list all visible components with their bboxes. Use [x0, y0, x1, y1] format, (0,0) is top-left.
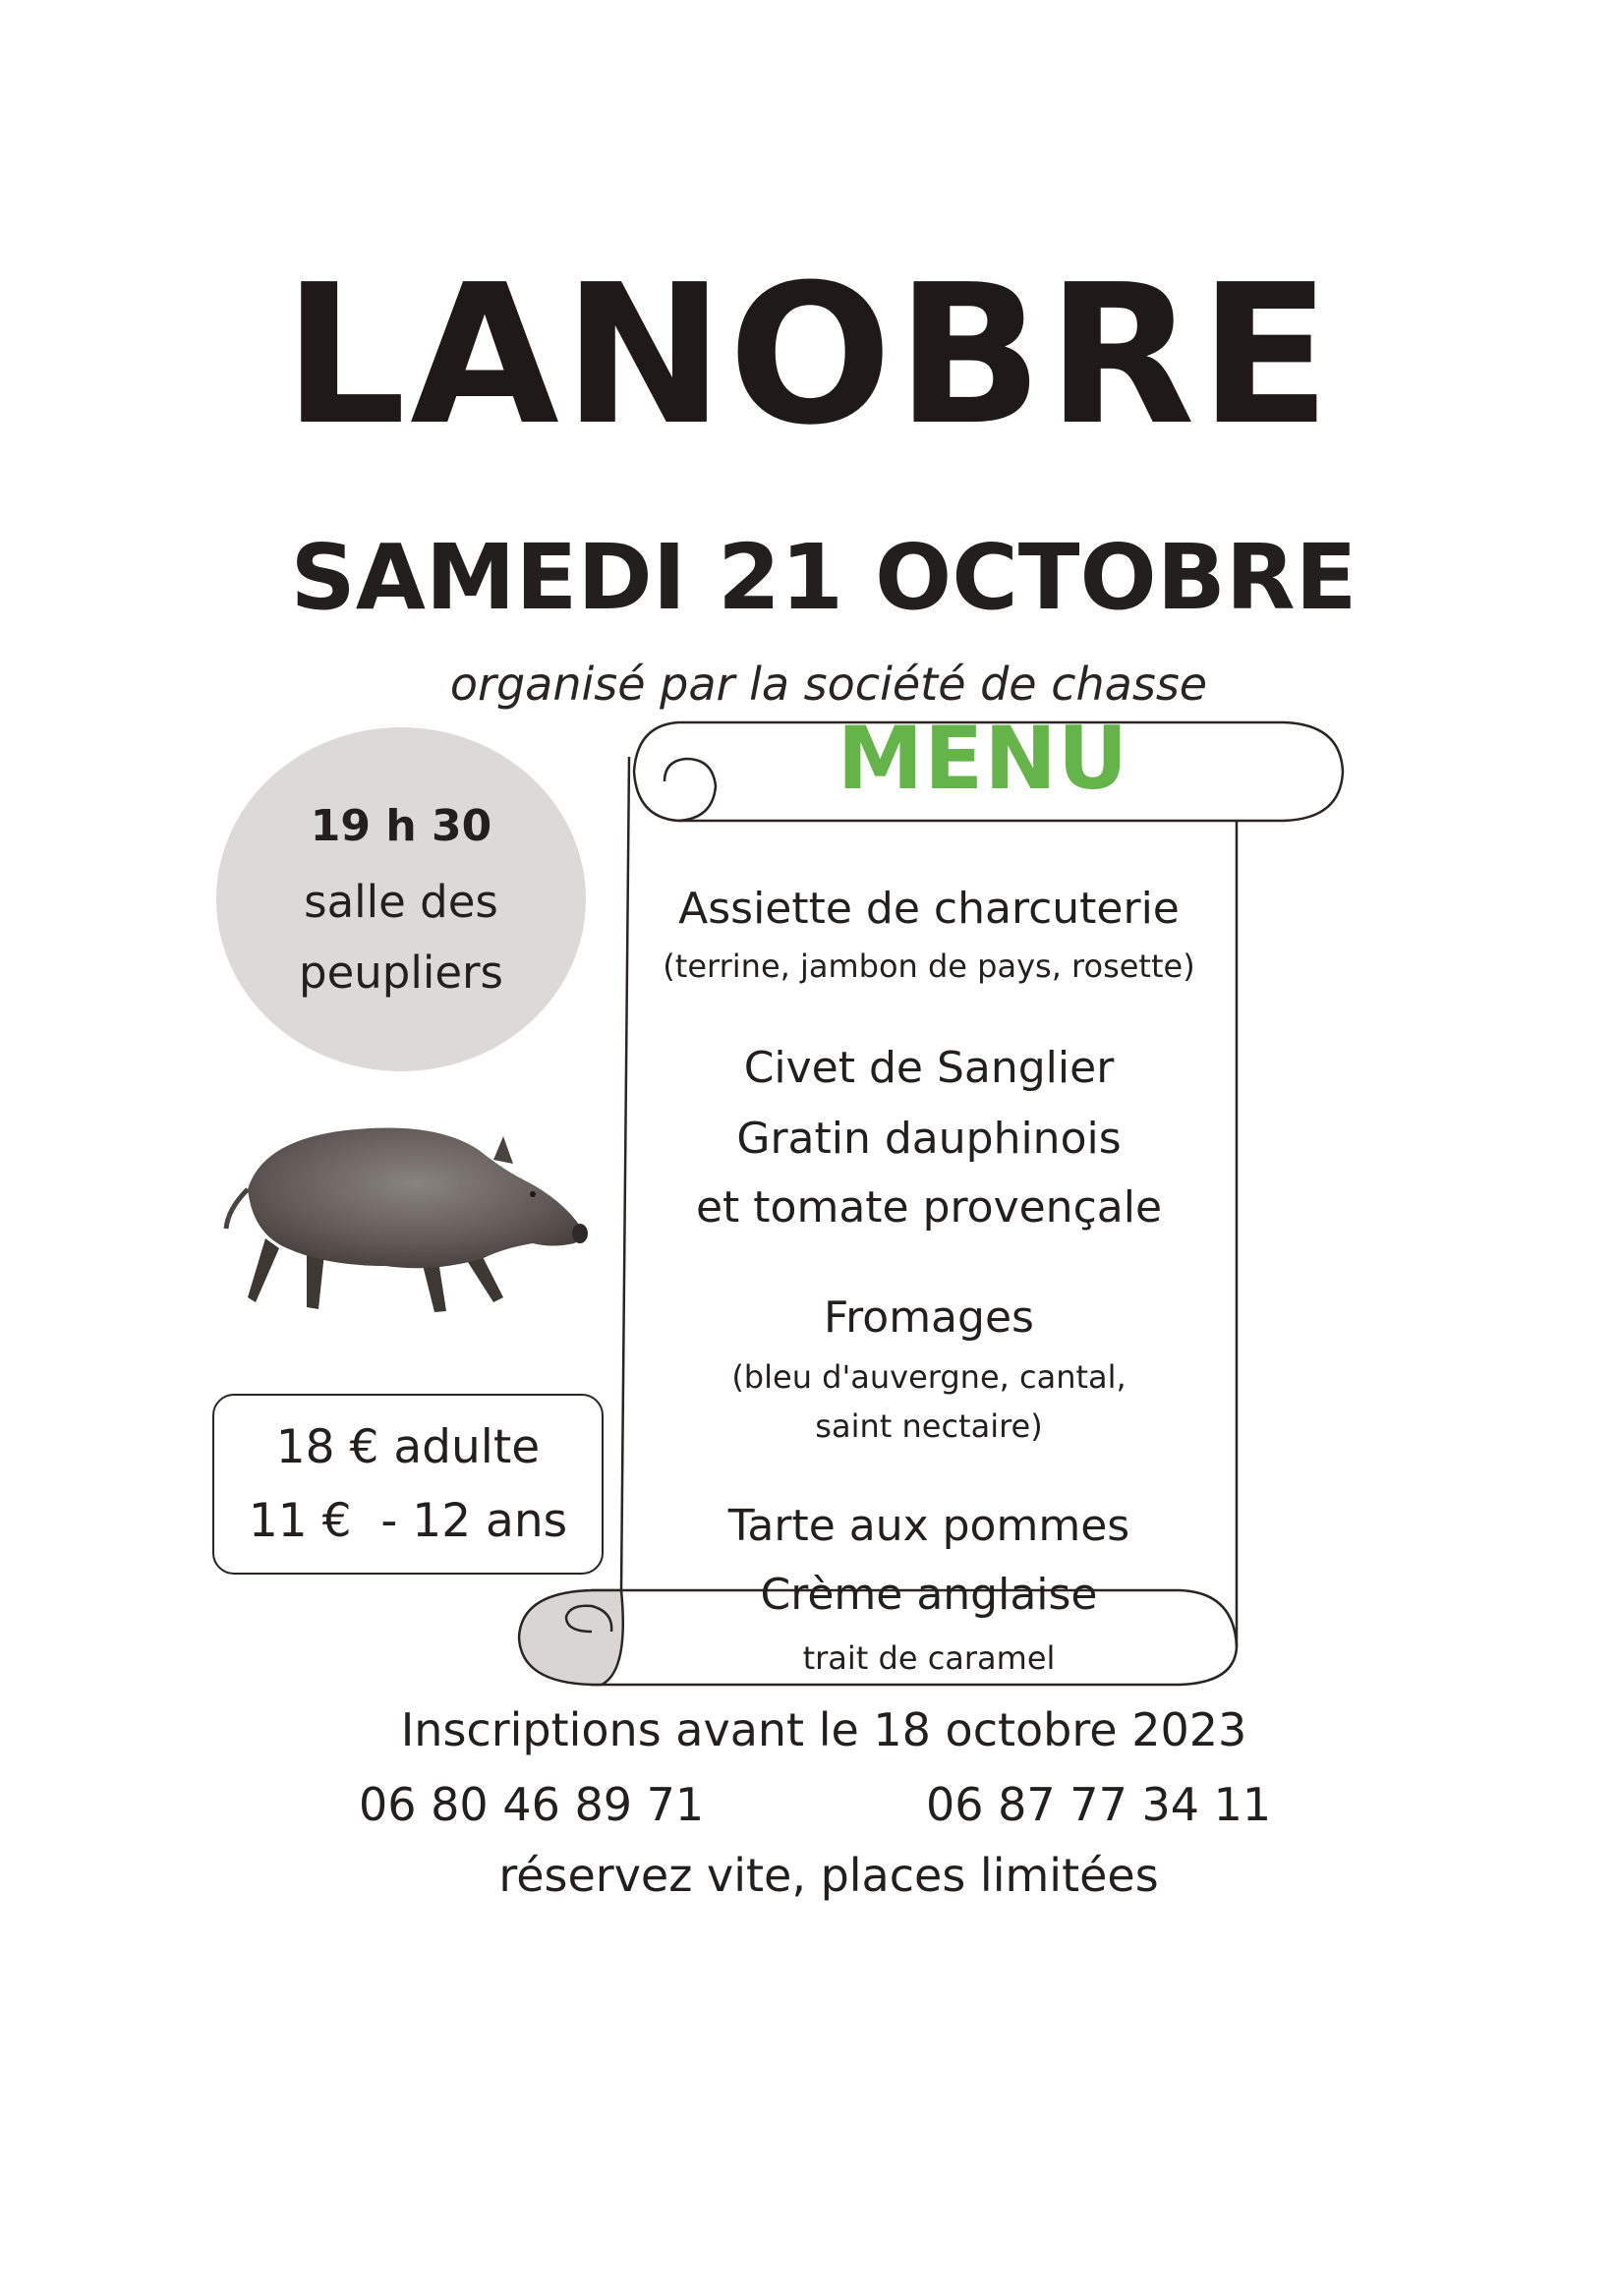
- venue-line-2: peupliers: [299, 947, 503, 999]
- event-venue: [216, 867, 586, 1008]
- menu-dessert-1: Tarte aux pommes: [727, 1501, 1130, 1551]
- price-adult: 18 € adulte: [275, 1420, 541, 1474]
- venue-line-1: salle des: [304, 876, 498, 928]
- wild-boar-icon: [208, 1101, 592, 1337]
- menu-main-3: et tomate provençale: [695, 1182, 1163, 1233]
- menu-dessert-2: Crème anglaise: [760, 1570, 1098, 1620]
- menu-cheese-detail-2: saint nectaire): [815, 1407, 1043, 1445]
- menu-main-2: Gratin dauphinois: [736, 1114, 1122, 1164]
- menu-cheese-detail-1: (bleu d'auvergne, cantal,: [731, 1358, 1127, 1396]
- phone-number-1: 06 80 46 89 71: [359, 1778, 705, 1831]
- phone-number-2: 06 87 77 34 11: [926, 1778, 1272, 1831]
- event-time: 19 h 30: [310, 801, 492, 851]
- menu-starter-detail: (terrine, jambon de pays, rosette): [663, 947, 1195, 985]
- menu-starter: Assiette de charcuterie: [678, 884, 1180, 934]
- page-title: LANOBRE: [283, 244, 1335, 468]
- menu-dessert-3: trait de caramel: [802, 1639, 1056, 1677]
- event-date: SAMEDI 21 OCTOBRE: [290, 525, 1358, 630]
- price-child: 11 € - 12 ans: [248, 1494, 568, 1548]
- organizer-line: organisé par la société de chasse: [449, 658, 1208, 711]
- menu-cheese: Fromages: [824, 1292, 1034, 1343]
- menu-title: MENU: [837, 708, 1129, 809]
- reservation-note: réservez vite, places limitées: [498, 1849, 1159, 1902]
- menu-main-1: Civet de Sanglier: [743, 1043, 1115, 1093]
- registration-deadline: Inscriptions avant le 18 octobre 2023: [400, 1703, 1247, 1756]
